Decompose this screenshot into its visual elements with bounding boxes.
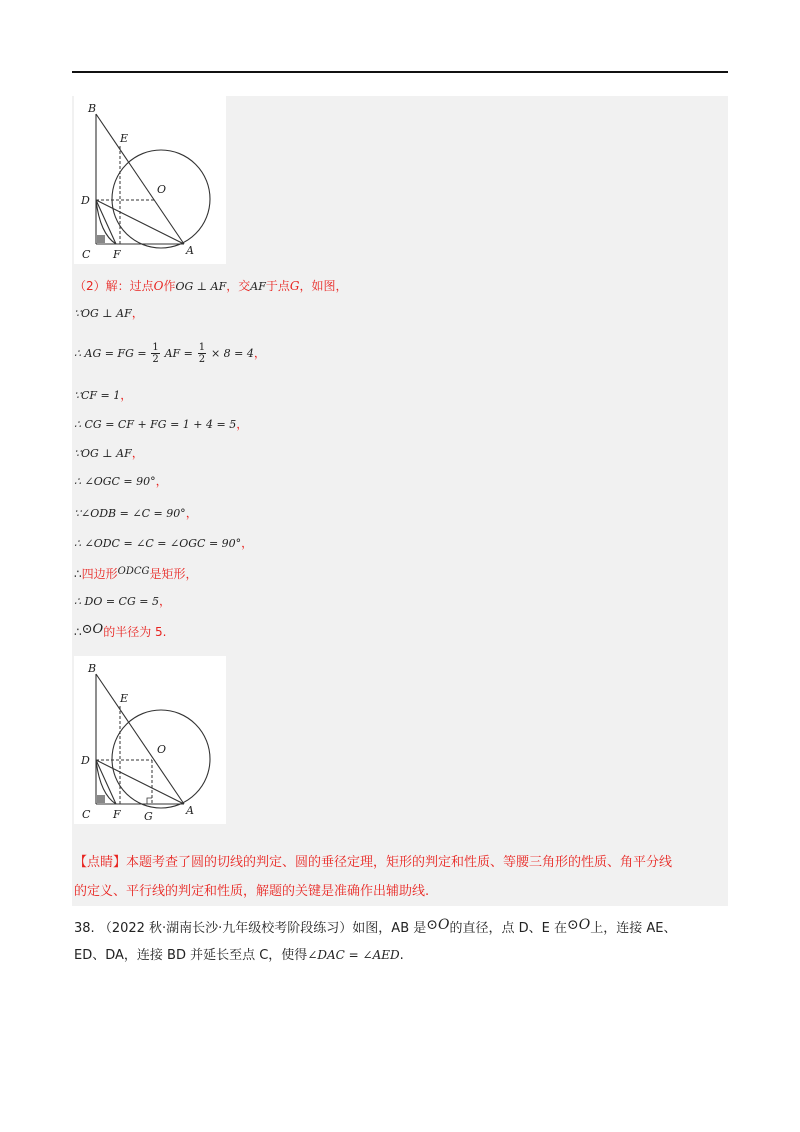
label-e: E xyxy=(120,132,129,145)
label-c: C xyxy=(82,808,91,821)
label-a: A xyxy=(186,804,194,817)
label-f: F xyxy=(113,248,121,261)
header-rule xyxy=(72,71,728,73)
solution-line-2: ∴ AG = FG = $\frac{1}{2}$ AF = $\frac{1}{2}$ × 8 = 4， xyxy=(74,342,266,365)
geometry-figure-2 xyxy=(74,656,226,824)
solution-intro: （2）解：过点O作OG ⊥ AF，交AF于点G，如图， xyxy=(74,279,348,293)
label-o: O xyxy=(157,183,167,196)
label-o: O xyxy=(157,743,167,756)
review-line-2: 的定义、平行线的判定和性质，解题的关键是准确作出辅助线. xyxy=(74,884,430,899)
solution-line-8: ∴ ∠ODC = ∠C = ∠OGC = 90°， xyxy=(74,536,254,550)
label-g: G xyxy=(144,810,153,823)
label-d: D xyxy=(81,754,90,767)
question-line-1: 38. （2022 秋·湖南长沙·九年级校考阶段练习）如图，AB 是⊙O的直径，点 D、E 在⊙O上，连接 AE、 xyxy=(74,917,677,936)
review-paragraph xyxy=(74,848,724,906)
solution-line-7: ∵∠ODB = ∠C = 90°， xyxy=(74,506,198,520)
label-d: D xyxy=(81,194,90,207)
question-line-2: ED、DA，连接 BD 并延长至点 C，使得∠DAC = ∠AED. xyxy=(74,948,404,963)
solution-line-6: ∴ ∠OGC = 90°， xyxy=(74,474,168,488)
solution-line-4: ∴ CG = CF + FG = 1 + 4 = 5， xyxy=(74,417,249,431)
solution-line-10: ∴ DO = CG = 5， xyxy=(74,594,171,608)
geometry-figure-1 xyxy=(74,96,226,264)
solution-line-1: ∵OG ⊥ AF， xyxy=(74,306,144,320)
solution-line-11: ∴⊙O的半径为 5. xyxy=(74,622,167,639)
solution-line-3: ∵CF = 1， xyxy=(74,388,133,402)
review-line-1: 【点睛】本题考查了圆的切线的判定、圆的垂径定理，矩形的判定和性质、等腰三角形的性质、角平分线 xyxy=(74,855,673,870)
label-e: E xyxy=(120,692,129,705)
label-a: A xyxy=(186,244,194,257)
question-38 xyxy=(74,912,724,969)
solution-line-9: ∴四边形$^{ODCG}$是矩形， xyxy=(74,566,198,581)
solution-line-5: ∵OG ⊥ AF， xyxy=(74,446,144,460)
label-f: F xyxy=(113,808,121,821)
label-c: C xyxy=(82,248,91,261)
label-b: B xyxy=(88,662,97,675)
label-b: B xyxy=(88,102,97,115)
